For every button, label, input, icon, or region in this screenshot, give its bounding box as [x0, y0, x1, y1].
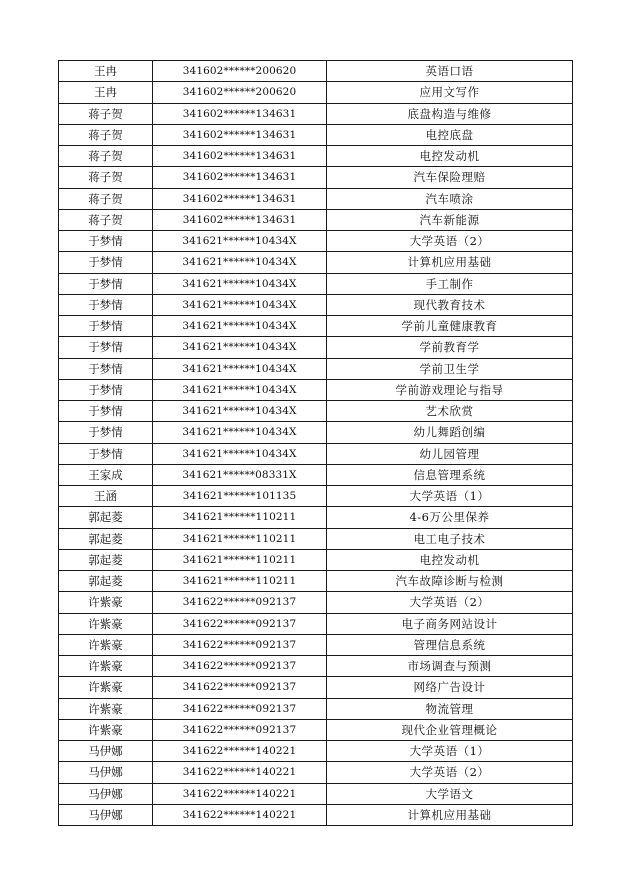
table-row — [59, 209, 573, 230]
student-name-cell: 于梦情 — [59, 231, 153, 252]
student-name-cell: 于梦情 — [59, 337, 153, 358]
table-row — [59, 677, 573, 698]
table-row — [59, 422, 573, 443]
student-name-cell: 于梦情 — [59, 294, 153, 315]
id-number-cell: 341621******10434X — [153, 294, 327, 315]
student-name-cell: 蒋子贺 — [59, 167, 153, 188]
table-row — [59, 146, 573, 167]
id-number-cell: 341621******10434X — [153, 401, 327, 422]
table-row — [59, 783, 573, 804]
table-row — [59, 549, 573, 570]
course-name-cell: 现代企业管理概论 — [327, 719, 573, 740]
student-name-cell: 马伊娜 — [59, 804, 153, 825]
id-number-cell: 341622******092137 — [153, 698, 327, 719]
id-number-cell: 341621******10434X — [153, 231, 327, 252]
course-name-cell: 学前儿童健康教育 — [327, 316, 573, 337]
student-name-cell: 于梦情 — [59, 358, 153, 379]
course-name-cell: 英语口语 — [327, 61, 573, 82]
id-number-cell: 341622******140221 — [153, 762, 327, 783]
id-number-cell: 341621******08331X — [153, 464, 327, 485]
student-name-cell: 王涵 — [59, 486, 153, 507]
student-name-cell: 郭起菱 — [59, 507, 153, 528]
student-name-cell: 许紫豪 — [59, 613, 153, 634]
student-name-cell: 蒋子贺 — [59, 209, 153, 230]
course-name-cell: 汽车喷涂 — [327, 188, 573, 209]
student-name-cell: 于梦情 — [59, 379, 153, 400]
course-name-cell: 汽车保险理赔 — [327, 167, 573, 188]
id-number-cell: 341622******092137 — [153, 677, 327, 698]
student-name-cell: 郭起菱 — [59, 549, 153, 570]
student-name-cell: 马伊娜 — [59, 783, 153, 804]
course-name-cell: 汽车新能源 — [327, 209, 573, 230]
course-name-cell: 大学英语（2） — [327, 592, 573, 613]
table-row — [59, 507, 573, 528]
table-row — [59, 61, 573, 82]
student-name-cell: 许紫豪 — [59, 656, 153, 677]
id-number-cell: 341602******200620 — [153, 82, 327, 103]
table-row — [59, 741, 573, 762]
table-row — [59, 719, 573, 740]
course-name-cell: 4-6万公里保养 — [327, 507, 573, 528]
course-name-cell: 应用文写作 — [327, 82, 573, 103]
course-name-cell: 学前游戏理论与指导 — [327, 379, 573, 400]
student-name-cell: 王冉 — [59, 82, 153, 103]
table-row — [59, 464, 573, 485]
student-name-cell: 许紫豪 — [59, 634, 153, 655]
course-name-cell: 大学英语（2） — [327, 762, 573, 783]
course-name-cell: 现代教育技术 — [327, 294, 573, 315]
student-name-cell: 于梦情 — [59, 422, 153, 443]
course-name-cell: 学前卫生学 — [327, 358, 573, 379]
id-number-cell: 341621******10434X — [153, 358, 327, 379]
table-row — [59, 103, 573, 124]
student-name-cell: 王冉 — [59, 61, 153, 82]
id-number-cell: 341622******092137 — [153, 634, 327, 655]
id-number-cell: 341622******092137 — [153, 656, 327, 677]
student-name-cell: 马伊娜 — [59, 741, 153, 762]
id-number-cell: 341602******134631 — [153, 209, 327, 230]
document-page — [58, 60, 572, 826]
student-name-cell: 许紫豪 — [59, 698, 153, 719]
course-name-cell: 网络广告设计 — [327, 677, 573, 698]
course-name-cell: 汽车故障诊断与检测 — [327, 571, 573, 592]
id-number-cell: 341622******140221 — [153, 804, 327, 825]
table-row — [59, 592, 573, 613]
course-name-cell: 手工制作 — [327, 273, 573, 294]
course-name-cell: 电工电子技术 — [327, 528, 573, 549]
course-name-cell: 物流管理 — [327, 698, 573, 719]
table-row — [59, 804, 573, 825]
table-row — [59, 762, 573, 783]
student-name-cell: 蒋子贺 — [59, 124, 153, 145]
id-number-cell: 341621******101135 — [153, 486, 327, 507]
table-row — [59, 401, 573, 422]
student-name-cell: 马伊娜 — [59, 762, 153, 783]
student-name-cell: 于梦情 — [59, 252, 153, 273]
student-name-cell: 于梦情 — [59, 401, 153, 422]
course-name-cell: 大学英语（2） — [327, 231, 573, 252]
table-row — [59, 124, 573, 145]
course-name-cell: 底盘构造与维修 — [327, 103, 573, 124]
table-row — [59, 337, 573, 358]
id-number-cell: 341621******10434X — [153, 316, 327, 337]
student-name-cell: 蒋子贺 — [59, 188, 153, 209]
table-row — [59, 252, 573, 273]
id-number-cell: 341602******134631 — [153, 124, 327, 145]
course-name-cell: 市场调查与预测 — [327, 656, 573, 677]
student-name-cell: 王家成 — [59, 464, 153, 485]
id-number-cell: 341602******200620 — [153, 61, 327, 82]
course-name-cell: 电控底盘 — [327, 124, 573, 145]
student-name-cell: 于梦情 — [59, 443, 153, 464]
id-number-cell: 341621******10434X — [153, 422, 327, 443]
table-row — [59, 358, 573, 379]
course-name-cell: 大学英语（1） — [327, 486, 573, 507]
course-name-cell: 计算机应用基础 — [327, 252, 573, 273]
id-number-cell: 341621******10434X — [153, 273, 327, 294]
course-name-cell: 管理信息系统 — [327, 634, 573, 655]
course-name-cell: 幼儿舞蹈创编 — [327, 422, 573, 443]
table-body — [59, 61, 573, 826]
course-name-cell: 幼儿园管理 — [327, 443, 573, 464]
table-row — [59, 82, 573, 103]
table-row — [59, 613, 573, 634]
table-row — [59, 528, 573, 549]
id-number-cell: 341602******134631 — [153, 146, 327, 167]
student-name-cell: 蒋子贺 — [59, 146, 153, 167]
course-name-cell: 计算机应用基础 — [327, 804, 573, 825]
course-name-cell: 电控发动机 — [327, 549, 573, 570]
student-name-cell: 许紫豪 — [59, 592, 153, 613]
course-name-cell: 信息管理系统 — [327, 464, 573, 485]
table-row — [59, 656, 573, 677]
id-number-cell: 341602******134631 — [153, 103, 327, 124]
id-number-cell: 341621******10434X — [153, 252, 327, 273]
student-name-cell: 郭起菱 — [59, 528, 153, 549]
course-name-cell: 学前教育学 — [327, 337, 573, 358]
id-number-cell: 341621******10434X — [153, 379, 327, 400]
table-row — [59, 294, 573, 315]
id-number-cell: 341621******110211 — [153, 549, 327, 570]
table-row — [59, 443, 573, 464]
id-number-cell: 341622******140221 — [153, 783, 327, 804]
table-row — [59, 698, 573, 719]
course-table — [58, 60, 573, 826]
id-number-cell: 341621******10434X — [153, 337, 327, 358]
id-number-cell: 341621******110211 — [153, 507, 327, 528]
table-row — [59, 188, 573, 209]
id-number-cell: 341621******110211 — [153, 571, 327, 592]
id-number-cell: 341622******092137 — [153, 592, 327, 613]
course-name-cell: 电子商务网站设计 — [327, 613, 573, 634]
student-name-cell: 于梦情 — [59, 273, 153, 294]
student-name-cell: 郭起菱 — [59, 571, 153, 592]
table-row — [59, 231, 573, 252]
student-name-cell: 蒋子贺 — [59, 103, 153, 124]
course-name-cell: 电控发动机 — [327, 146, 573, 167]
table-row — [59, 273, 573, 294]
table-row — [59, 571, 573, 592]
student-name-cell: 许紫豪 — [59, 677, 153, 698]
id-number-cell: 341602******134631 — [153, 188, 327, 209]
id-number-cell: 341602******134631 — [153, 167, 327, 188]
id-number-cell: 341621******10434X — [153, 443, 327, 464]
id-number-cell: 341622******092137 — [153, 719, 327, 740]
table-row — [59, 634, 573, 655]
student-name-cell: 许紫豪 — [59, 719, 153, 740]
id-number-cell: 341622******140221 — [153, 741, 327, 762]
table-row — [59, 167, 573, 188]
student-name-cell: 于梦情 — [59, 316, 153, 337]
table-row — [59, 379, 573, 400]
course-name-cell: 艺术欣赏 — [327, 401, 573, 422]
table-row — [59, 486, 573, 507]
course-name-cell: 大学英语（1） — [327, 741, 573, 762]
id-number-cell: 341621******110211 — [153, 528, 327, 549]
course-name-cell: 大学语文 — [327, 783, 573, 804]
id-number-cell: 341622******092137 — [153, 613, 327, 634]
table-row — [59, 316, 573, 337]
